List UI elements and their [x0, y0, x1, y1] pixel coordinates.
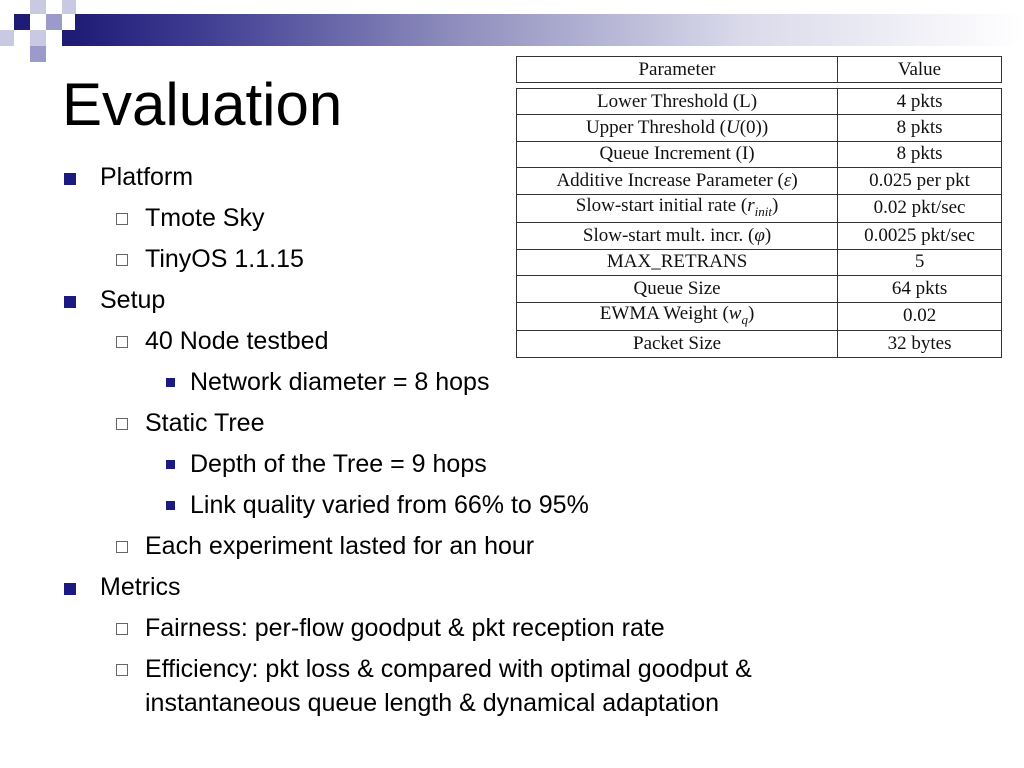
value-cell: 0.025 per pkt [838, 168, 1002, 194]
parameter-subscript: q [741, 311, 748, 327]
parameter-text: Packet Size [633, 333, 722, 355]
parameter-cell [517, 302, 838, 331]
bullet-level2: Fairness: per-flow goodput & pkt reception rate [145, 614, 665, 642]
bullet-level2-continuation: instantaneous queue length & dynamical adaptation [145, 689, 720, 717]
value-cell: 32 bytes [838, 331, 1002, 357]
table-row [517, 168, 1002, 194]
parameter-cell [517, 115, 838, 141]
parameter-text-end: ) [764, 225, 772, 247]
hollow-square-icon [116, 664, 128, 676]
parameter-cell [517, 194, 838, 223]
parameter-cell [517, 223, 838, 249]
parameter-text: Lower Threshold (L) [597, 90, 758, 112]
small-square-icon [166, 501, 175, 510]
table-row [517, 141, 1002, 167]
bullet-level3: Network diameter = 8 hops [190, 368, 490, 396]
hollow-square-icon [116, 418, 128, 430]
value-cell: 0.02 [838, 302, 1002, 331]
value-cell: 8 pkts [838, 115, 1002, 141]
hollow-square-icon [116, 336, 128, 348]
small-square-icon [166, 460, 175, 469]
header-value: Value [837, 57, 1001, 83]
parameter-text-end: ) [772, 194, 779, 216]
table-row [517, 302, 1002, 331]
parameter-cell [517, 141, 838, 167]
parameter-table-header [516, 56, 1002, 83]
parameter-symbol: r [747, 194, 755, 216]
hollow-square-icon [116, 213, 128, 225]
table-row [517, 331, 1002, 357]
bullet-square-icon [64, 173, 76, 185]
hollow-square-icon [116, 254, 128, 266]
bullet-square-icon [64, 583, 76, 595]
parameter-text: Slow-start initial rate ( [575, 194, 748, 216]
table-row [517, 276, 1002, 302]
parameter-table [516, 88, 1002, 358]
parameter-symbol: φ [754, 225, 765, 247]
hollow-square-icon [116, 623, 128, 635]
parameter-subscript: init [754, 203, 773, 219]
value-cell: 5 [838, 249, 1002, 275]
table-row [517, 89, 1002, 115]
hollow-square-icon [116, 541, 128, 553]
parameter-cell [517, 249, 838, 275]
value-cell: 8 pkts [838, 141, 1002, 167]
parameter-symbol: w [728, 302, 742, 324]
header-parameter: Parameter [517, 57, 838, 83]
parameter-text: Queue Increment (I) [599, 143, 755, 165]
parameter-symbol: ε [783, 169, 792, 191]
parameter-cell [517, 331, 838, 357]
bullet-level2: Tmote Sky [145, 204, 265, 232]
parameter-text-end: ) [791, 169, 798, 191]
parameter-text-end: (0)) [739, 117, 769, 139]
bullet-level1: Platform [100, 163, 194, 191]
header-gradient-bar [75, 14, 1024, 46]
value-cell: 0.0025 pkt/sec [838, 223, 1002, 249]
parameter-text: Queue Size [633, 277, 721, 299]
value-cell: 64 pkts [838, 276, 1002, 302]
parameter-cell [517, 168, 838, 194]
table-row [517, 223, 1002, 249]
bullet-level2: Static Tree [145, 409, 265, 437]
value-cell: 4 pkts [838, 89, 1002, 115]
bullet-level2: 40 Node testbed [145, 327, 329, 355]
parameter-text: MAX_RETRANS [606, 251, 748, 273]
table-row [517, 194, 1002, 223]
slide-title: Evaluation [62, 71, 343, 138]
bullet-level2: TinyOS 1.1.15 [145, 245, 304, 273]
bullet-level1: Metrics [100, 573, 181, 601]
bullet-level2: Efficiency: pkt loss & compared with optimal goodput & [145, 655, 752, 683]
bullet-level3: Depth of the Tree = 9 hops [190, 450, 487, 478]
bullet-square-icon [64, 296, 76, 308]
parameter-text: Additive Increase Parameter ( [556, 169, 784, 191]
bullet-level2: Each experiment lasted for an hour [145, 532, 535, 560]
parameter-text: EWMA Weight ( [599, 302, 729, 324]
table-row [517, 115, 1002, 141]
parameter-text: Slow-start mult. incr. ( [582, 225, 755, 247]
parameter-symbol: U [725, 117, 740, 139]
parameter-text: Upper Threshold ( [585, 117, 726, 139]
table-row [517, 249, 1002, 275]
value-cell: 0.02 pkt/sec [838, 194, 1002, 223]
parameter-cell [517, 89, 838, 115]
parameter-text-end: ) [747, 302, 755, 324]
bullet-level1: Setup [100, 286, 166, 314]
parameter-cell [517, 276, 838, 302]
small-square-icon [166, 378, 175, 387]
bullet-level3: Link quality varied from 66% to 95% [190, 491, 589, 519]
